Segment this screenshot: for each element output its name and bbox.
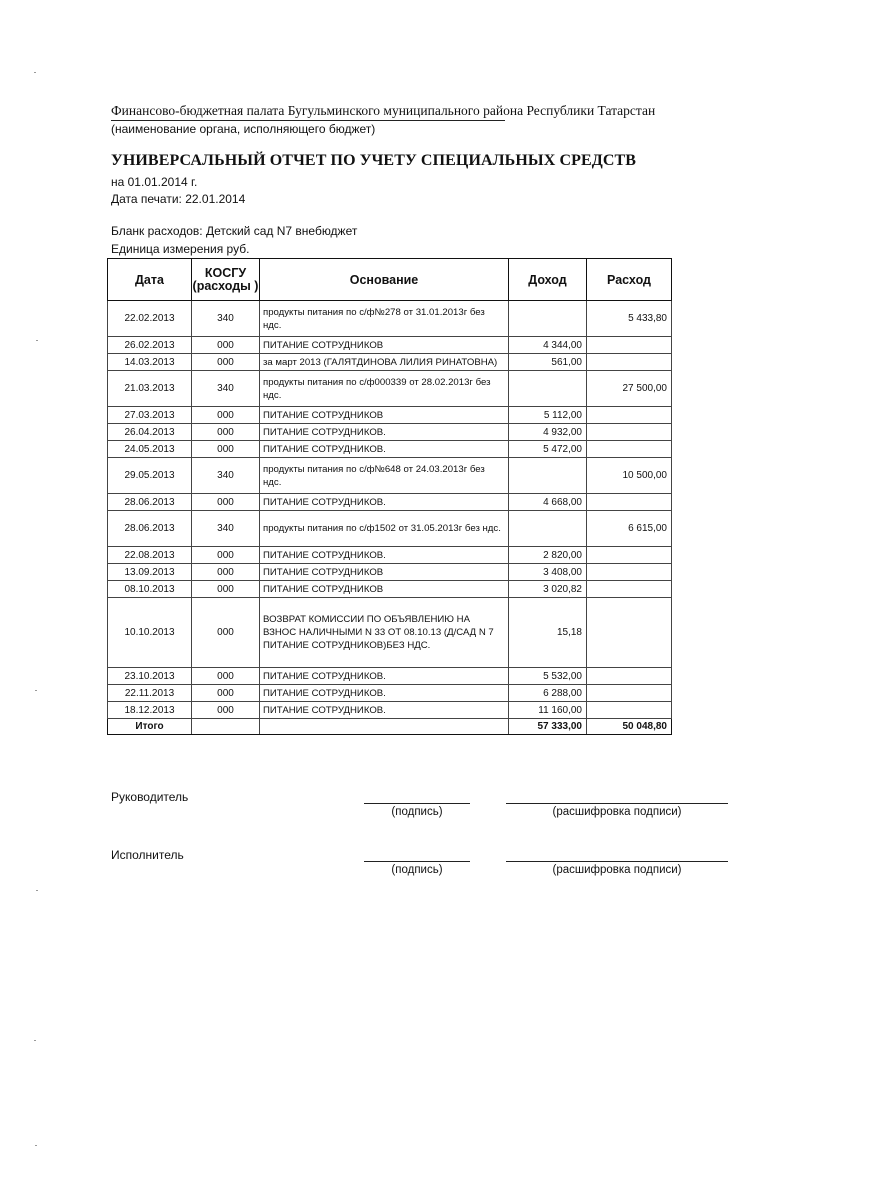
cell-basis: ПИТАНИЕ СОТРУДНИКОВ. [260,547,509,564]
cell-date: 24.05.2013 [108,441,192,458]
cell-income [509,371,587,407]
table-row [108,441,672,458]
cell-kosgu: 000 [192,702,260,719]
cell-expense: 27 500,00 [587,371,672,407]
cell-expense: 6 615,00 [587,511,672,547]
name-caption-executor: (расшифровка подписи) [552,864,682,876]
cell-income: 4 344,00 [509,337,587,354]
scan-speck [34,1040,36,1041]
cell-date: 22.02.2013 [108,301,192,337]
cell-date: 21.03.2013 [108,371,192,407]
signature-role-executor: Исполнитель [111,848,184,862]
cell-kosgu: 000 [192,424,260,441]
column-header-kosgu: КОСГУ (расходы ) [192,259,260,301]
total-expense: 50 048,80 [587,719,672,735]
expense-form: Бланк расходов: Детский сад N7 внебюджет [111,224,358,238]
table-row [108,564,672,581]
table-row [108,371,672,407]
cell-expense [587,598,672,668]
table-row [108,598,672,668]
cell-expense [587,354,672,371]
cell-expense [587,702,672,719]
scan-speck [36,340,38,341]
cell-basis: ПИТАНИЕ СОТРУДНИКОВ [260,581,509,598]
cell-income: 5 472,00 [509,441,587,458]
scan-speck [36,890,38,891]
cell-kosgu: 000 [192,598,260,668]
signature-caption-executor: (подпись) [391,864,443,876]
total-kosgu-cell [192,719,260,735]
cell-basis: продукты питания по с/ф1502 от 31.05.2013г без ндс. [260,511,509,547]
name-caption-head: (расшифровка подписи) [552,806,682,818]
cell-expense [587,547,672,564]
signature-role-head: Руководитель [111,790,189,804]
cell-date: 08.10.2013 [108,581,192,598]
measurement-unit: Единица измерения руб. [111,242,250,256]
cell-expense [587,685,672,702]
cell-date: 22.08.2013 [108,547,192,564]
cell-expense: 5 433,80 [587,301,672,337]
scan-speck [35,1145,37,1146]
table-row [108,494,672,511]
table-row [108,354,672,371]
column-header-income: Доход [509,259,587,301]
signature-caption-head: (подпись) [391,806,443,818]
cell-kosgu: 000 [192,494,260,511]
cell-basis: продукты питания по с/ф№278 от 31.01.2013г без ндс. [260,301,509,337]
cell-kosgu: 000 [192,337,260,354]
print-date: Дата печати: 22.01.2014 [111,192,246,206]
table-row [108,668,672,685]
cell-income: 4 932,00 [509,424,587,441]
cell-date: 26.02.2013 [108,337,192,354]
cell-kosgu: 340 [192,511,260,547]
column-header-date: Дата [108,259,192,301]
cell-income: 2 820,00 [509,547,587,564]
total-basis-cell [260,719,509,735]
cell-income: 4 668,00 [509,494,587,511]
cell-income: 5 532,00 [509,668,587,685]
table-header-row [108,259,672,301]
cell-kosgu: 340 [192,301,260,337]
name-line-executor [506,861,728,862]
table-row [108,407,672,424]
table-row [108,702,672,719]
cell-basis: ПИТАНИЕ СОТРУДНИКОВ. [260,685,509,702]
cell-basis: ПИТАНИЕ СОТРУДНИКОВ. [260,668,509,685]
cell-expense [587,441,672,458]
table-row [108,458,672,494]
table-row [108,424,672,441]
cell-basis: ВОЗВРАТ КОМИССИИ ПО ОБЪЯВЛЕНИЮ НА ВЗНОС НАЛИЧНЫМИ N 33 ОТ 08.10.13 (Д/САД N 7 ПИТАНИЕ СОТРУДНИКОВ)БЕЗ НДС. [260,598,509,668]
cell-date: 13.09.2013 [108,564,192,581]
cell-kosgu: 000 [192,685,260,702]
cell-date: 26.04.2013 [108,424,192,441]
cell-income: 3 020,82 [509,581,587,598]
table-row [108,337,672,354]
cell-income: 11 160,00 [509,702,587,719]
cell-income [509,458,587,494]
signature-line-head [364,803,470,804]
cell-expense [587,494,672,511]
cell-income: 5 112,00 [509,407,587,424]
cell-expense [587,564,672,581]
cell-kosgu: 000 [192,668,260,685]
cell-kosgu: 340 [192,458,260,494]
cell-basis: ПИТАНИЕ СОТРУДНИКОВ [260,407,509,424]
cell-date: 29.05.2013 [108,458,192,494]
cell-income [509,301,587,337]
table-row [108,301,672,337]
cell-date: 14.03.2013 [108,354,192,371]
total-row [108,719,672,735]
table-row [108,685,672,702]
cell-expense: 10 500,00 [587,458,672,494]
organization-name: Финансово-бюджетная палата Бугульминского муниципального района Республики Татарстан [111,103,656,118]
organization-caption: (наименование органа, исполняющего бюджет) [111,122,376,136]
cell-income: 15,18 [509,598,587,668]
table-row [108,581,672,598]
cell-income: 6 288,00 [509,685,587,702]
total-income: 57 333,00 [509,719,587,735]
cell-basis: ПИТАНИЕ СОТРУДНИКОВ. [260,424,509,441]
cell-expense [587,407,672,424]
table-row [108,511,672,547]
cell-date: 28.06.2013 [108,494,192,511]
cell-basis: ПИТАНИЕ СОТРУДНИКОВ [260,564,509,581]
cell-basis: ПИТАНИЕ СОТРУДНИКОВ. [260,702,509,719]
cell-income: 561,00 [509,354,587,371]
report-table [107,258,672,735]
cell-income [509,511,587,547]
report-title: УНИВЕРСАЛЬНЫЙ ОТЧЕТ ПО УЧЕТУ СПЕЦИАЛЬНЫХ СРЕДСТВ [111,152,637,169]
cell-kosgu: 340 [192,371,260,407]
cell-date: 27.03.2013 [108,407,192,424]
cell-basis: продукты питания по с/ф000339 от 28.02.2013г без ндс. [260,371,509,407]
scan-speck [34,72,36,73]
cell-expense [587,424,672,441]
cell-basis: продукты питания по с/ф№648 от 24.03.2013г без ндс. [260,458,509,494]
cell-kosgu: 000 [192,354,260,371]
cell-basis: за март 2013 (ГАЛЯТДИНОВА ЛИЛИЯ РИНАТОВНА) [260,354,509,371]
cell-kosgu: 000 [192,564,260,581]
cell-kosgu: 000 [192,441,260,458]
table-row [108,547,672,564]
name-line-head [506,803,728,804]
cell-date: 28.06.2013 [108,511,192,547]
signature-line-executor [364,861,470,862]
cell-expense [587,337,672,354]
organization-underline [111,120,505,121]
column-header-basis: Основание [260,259,509,301]
cell-date: 22.11.2013 [108,685,192,702]
cell-date: 23.10.2013 [108,668,192,685]
cell-kosgu: 000 [192,581,260,598]
report-as-of-date: на 01.01.2014 г. [111,175,198,189]
total-label: Итого [108,719,192,735]
cell-basis: ПИТАНИЕ СОТРУДНИКОВ. [260,494,509,511]
scan-speck [35,690,37,691]
cell-date: 18.12.2013 [108,702,192,719]
cell-kosgu: 000 [192,547,260,564]
cell-basis: ПИТАНИЕ СОТРУДНИКОВ. [260,441,509,458]
cell-expense [587,581,672,598]
cell-basis: ПИТАНИЕ СОТРУДНИКОВ [260,337,509,354]
cell-expense [587,668,672,685]
column-header-expense: Расход [587,259,672,301]
cell-income: 3 408,00 [509,564,587,581]
cell-kosgu: 000 [192,407,260,424]
cell-date: 10.10.2013 [108,598,192,668]
